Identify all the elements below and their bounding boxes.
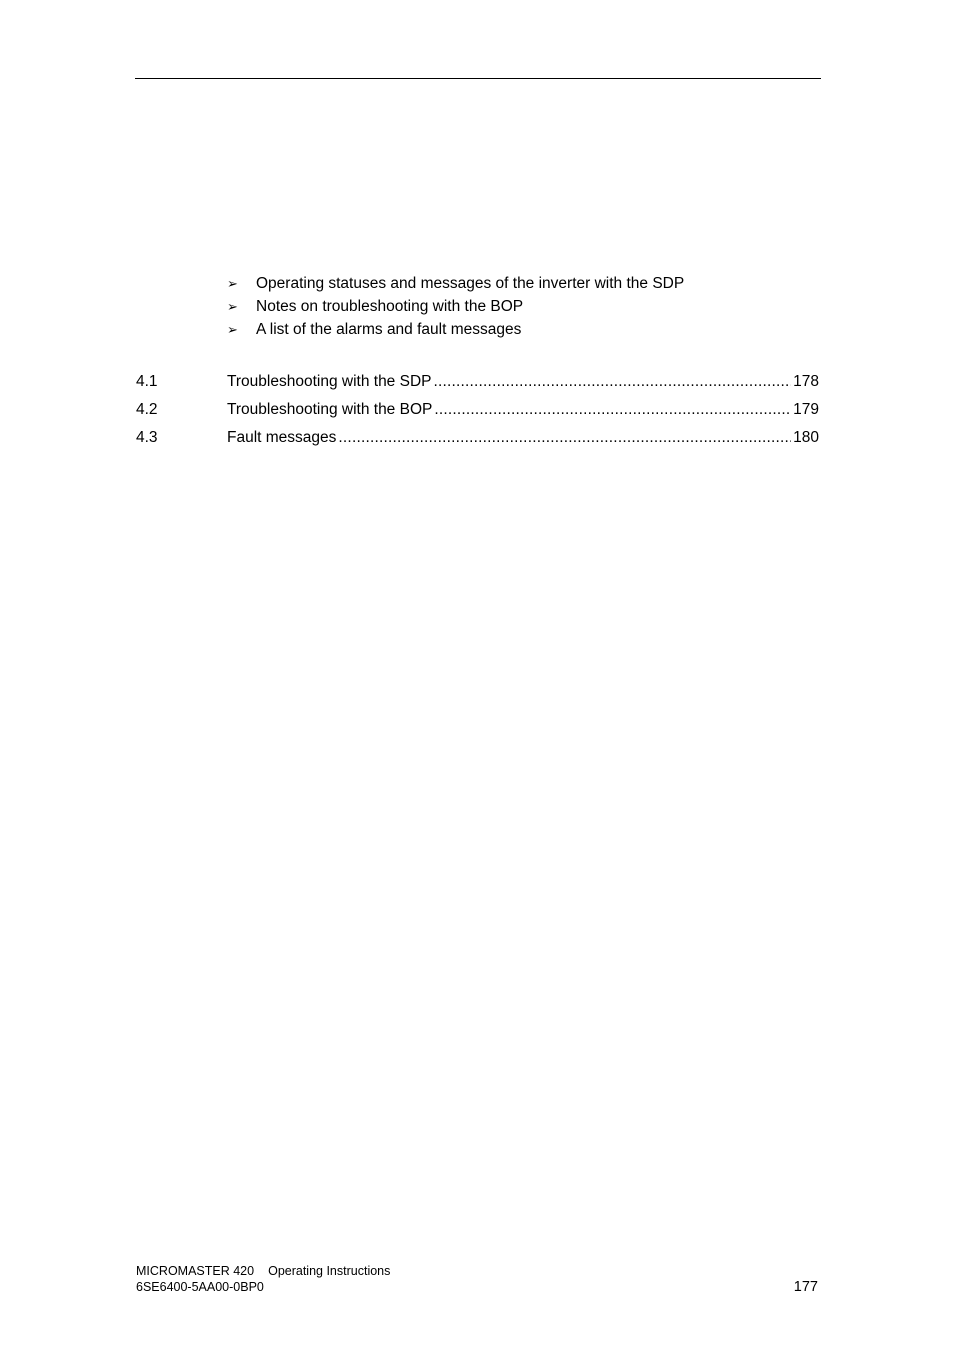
toc-entry[interactable] bbox=[227, 426, 819, 449]
footer-order-number: 6SE6400-5AA00-0BP0 bbox=[136, 1280, 264, 1294]
toc-row-4-1[interactable] bbox=[136, 370, 819, 398]
toc-section-number: 4.2 bbox=[136, 401, 158, 418]
toc-section-number: 4.3 bbox=[136, 429, 158, 446]
toc-section-title: Troubleshooting with the SDP bbox=[227, 373, 432, 390]
arrowhead-bullet-icon: ➢ bbox=[227, 322, 238, 337]
header-rule bbox=[135, 78, 821, 79]
footer-product: MICROMASTER 420 bbox=[136, 1264, 255, 1278]
footer-document-info bbox=[136, 1263, 390, 1295]
arrowhead-bullet-icon: ➢ bbox=[227, 299, 238, 314]
list-item-text: Notes on troubleshooting with the BOP bbox=[256, 298, 524, 315]
footer-product-line bbox=[136, 1263, 390, 1279]
toc-section-number: 4.1 bbox=[136, 373, 158, 390]
toc-entry[interactable] bbox=[227, 398, 819, 421]
list-item-text: A list of the alarms and fault messages bbox=[256, 321, 522, 338]
toc-dot-leader bbox=[434, 398, 791, 421]
toc-row-4-2[interactable] bbox=[136, 398, 819, 426]
toc-page-number: 180 bbox=[793, 429, 819, 446]
arrowhead-bullet-icon: ➢ bbox=[227, 276, 238, 291]
footer-doc-type: Operating Instructions bbox=[268, 1264, 391, 1278]
toc-section-title: Fault messages bbox=[227, 429, 337, 446]
toc-page-number: 178 bbox=[793, 373, 819, 390]
toc-row-4-3[interactable] bbox=[136, 426, 819, 454]
toc-dot-leader bbox=[433, 370, 791, 393]
toc-section-title: Troubleshooting with the BOP bbox=[227, 401, 433, 418]
table-of-contents bbox=[136, 370, 819, 454]
list-item-text: Operating statuses and messages of the inverter with the SDP bbox=[256, 275, 685, 292]
footer-page-number: 177 bbox=[793, 1279, 818, 1295]
toc-page-number: 179 bbox=[793, 401, 819, 418]
toc-dot-leader bbox=[338, 426, 791, 449]
toc-entry[interactable] bbox=[227, 370, 819, 393]
